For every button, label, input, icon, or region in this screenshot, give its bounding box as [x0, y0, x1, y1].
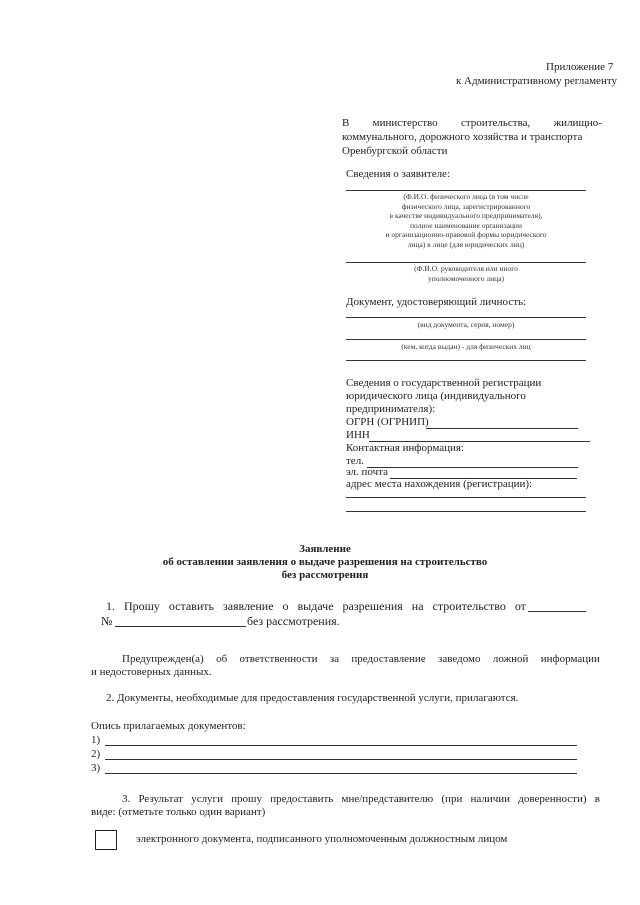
addressee-word: В [342, 117, 350, 129]
address-label: адрес места нахождения (регистрации): [346, 478, 533, 490]
appendix-number: Приложение 7 [546, 61, 614, 73]
phone-label: тел. [346, 455, 364, 467]
addressee-line-1 [342, 117, 602, 130]
registration-heading: Сведения о государственной регистрации юридического лица (индивидуального предпринимателя): [346, 377, 542, 415]
representative-line[interactable] [346, 262, 586, 263]
ogrn-label: ОГРН (ОГРНИП) [346, 416, 429, 428]
electronic-document-checkbox[interactable] [95, 830, 117, 850]
application-number-field[interactable] [115, 626, 246, 627]
inn-label: ИНН [346, 429, 370, 441]
address-line-2[interactable] [346, 511, 586, 512]
addressee-line-2: коммунального, дорожного хозяйства и транспорта [342, 131, 583, 143]
statement-subtitle-2: без рассмотрения [281, 569, 369, 581]
warning-line-1: Предупрежден(а) об ответственности за предоставление заведомо ложной информации [122, 653, 600, 665]
item2-text: 2. Документы, необходимые для предоставления государственной услуги, прилагаются. [106, 692, 519, 704]
applicant-name-caption: (Ф.И.О. физического лица (в том числе физического лица, зарегистрированного в качестве индивидуального предпринимателя), полное наименование организации и организационно-правовой формы юридического лица) в лице (для юридических лиц) [385, 192, 547, 249]
representative-caption: (Ф.И.О. руководителя или иного уполномоченного лица) [414, 264, 518, 283]
identity-document-line[interactable] [346, 317, 586, 318]
statement-subtitle-1: об оставлении заявления о выдаче разрешения на строительство [162, 556, 488, 568]
warning-line-2: и недостоверных данных. [91, 666, 212, 678]
item1-line-1: 1. Прошу оставить заявление о выдаче разрешения на строительство от [106, 599, 526, 613]
inventory-item-1-field[interactable] [105, 745, 577, 746]
inventory-item-2-field[interactable] [105, 759, 577, 760]
appendix-reference: к Административному регламенту [455, 75, 617, 87]
inventory-item-3-field[interactable] [105, 773, 577, 774]
phone-field[interactable] [367, 467, 578, 468]
number-sign: № [101, 614, 113, 628]
identity-issuer-caption: (кем, когда выдан) - для физических лиц [401, 342, 531, 351]
inventory-heading: Опись прилагаемых документов: [91, 720, 246, 732]
item3-line-2: виде: (отметьте только один вариант) [91, 806, 266, 818]
addressee-word: строительства, [460, 117, 531, 129]
date-field[interactable] [528, 611, 586, 612]
address-line-1[interactable] [346, 497, 586, 498]
item1-suffix: без рассмотрения. [247, 614, 340, 628]
identity-heading: Документ, удостоверяющий личность: [346, 296, 527, 308]
identity-issuer-line[interactable] [346, 339, 586, 340]
inventory-item-2-label: 2) [91, 748, 101, 760]
ogrn-field[interactable] [426, 428, 578, 429]
inventory-item-1-label: 1) [91, 734, 101, 746]
item1-number: 1. [106, 599, 115, 613]
statement-title: Заявление [299, 543, 351, 555]
email-label: эл. почта [346, 466, 388, 478]
identity-extra-line[interactable] [346, 360, 586, 361]
electronic-document-option-label: электронного документа, подписанного уполномоченным должностным лицом [136, 833, 508, 845]
identity-document-caption: (вид документа, серия, номер) [417, 320, 515, 329]
item3-line-1: 3. Результат услуги прошу предоставить мне/представителю (при наличии доверенности) в [122, 793, 600, 805]
contacts-label: Контактная информация: [346, 442, 464, 454]
addressee-word: министерство [372, 117, 438, 129]
addressee-line-3: Оренбургской области [342, 145, 448, 157]
inventory-item-3-label: 3) [91, 762, 101, 774]
addressee-word: жилищно- [553, 117, 602, 129]
applicant-name-line[interactable] [346, 190, 586, 191]
applicant-heading: Сведения о заявителе: [346, 168, 451, 180]
